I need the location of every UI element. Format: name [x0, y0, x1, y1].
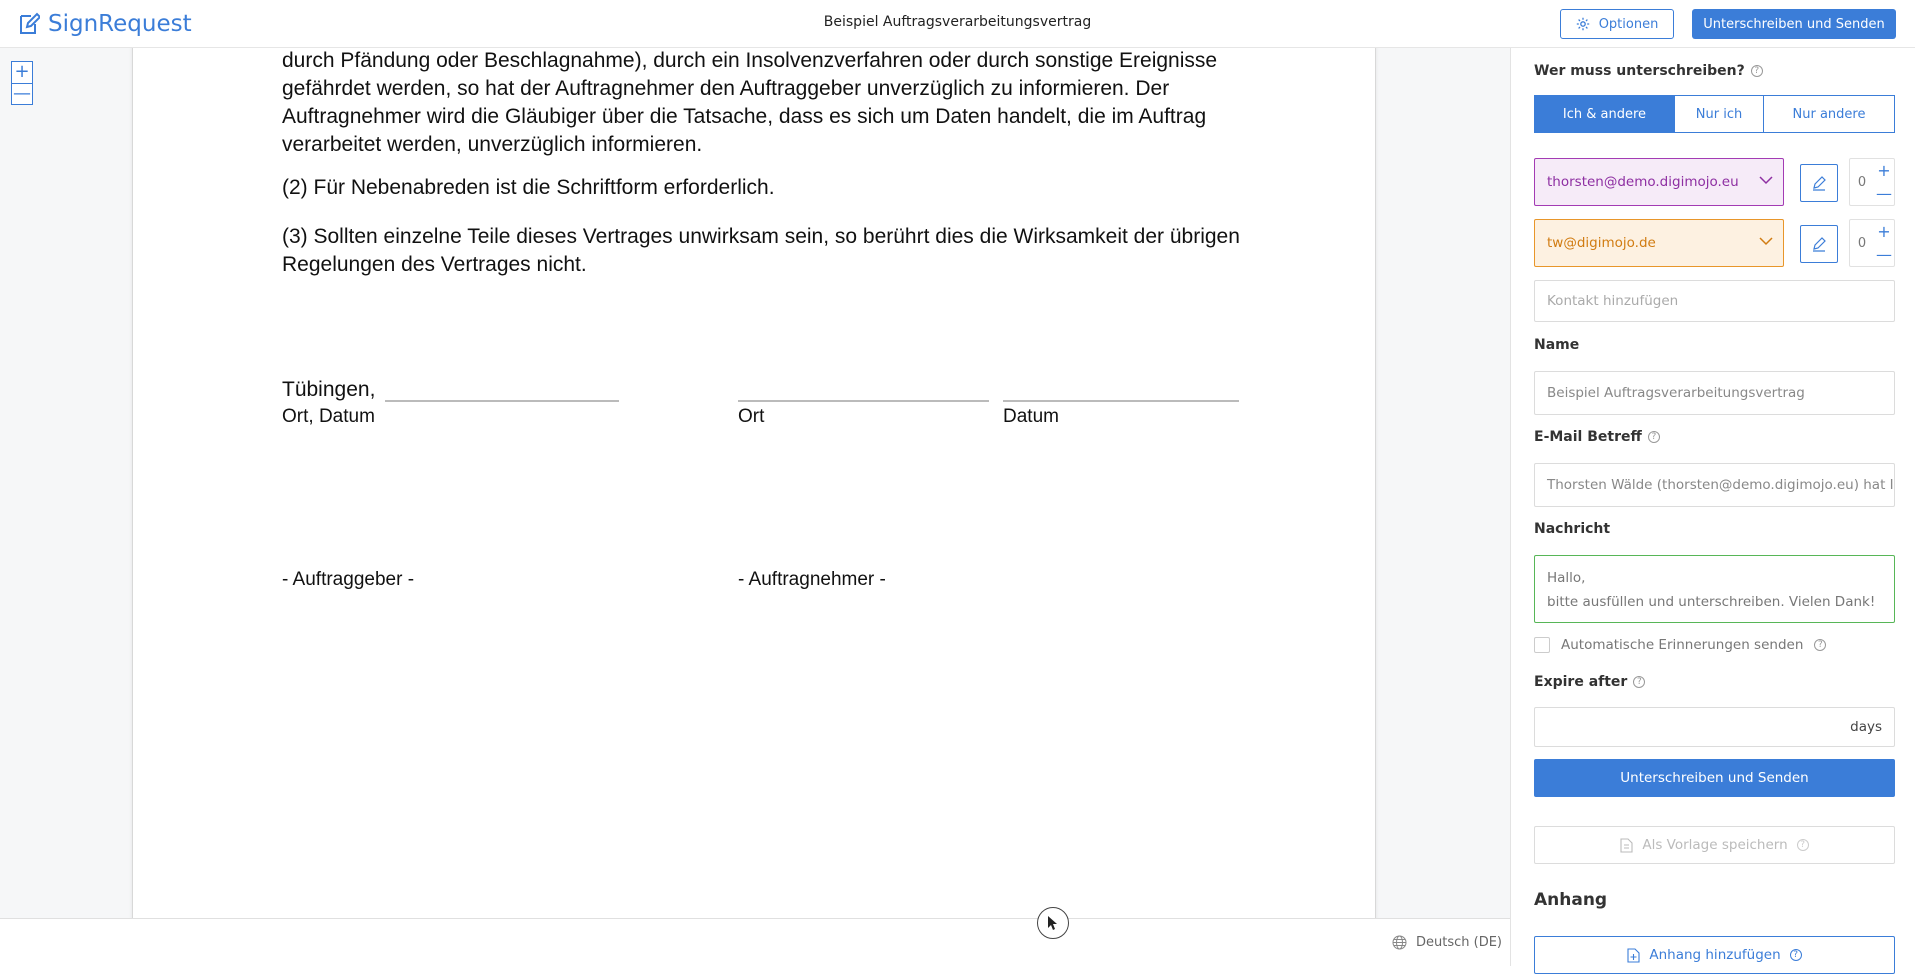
globe-icon	[1392, 935, 1407, 950]
email-subject-heading	[1534, 429, 1660, 445]
pen-icon	[1811, 175, 1827, 191]
options-button[interactable]	[1560, 9, 1674, 39]
zoom-in-button[interactable]: +	[12, 62, 32, 83]
name-input[interactable]: Beispiel Auftragsverarbeitungsvertrag	[1534, 371, 1895, 415]
top-header	[0, 0, 1915, 48]
signrequest-logo[interactable]	[18, 10, 192, 38]
who-signs-label: Wer muss unterschreiben?	[1534, 63, 1745, 79]
signing-sidebar	[1510, 48, 1915, 966]
add-contact-input[interactable]: Kontakt hinzufügen	[1534, 280, 1895, 322]
signature-line-place-date	[385, 400, 619, 402]
add-attachment-label: Anhang hinzufügen	[1649, 947, 1781, 963]
gear-icon	[1576, 17, 1590, 31]
help-icon[interactable]: ?	[1648, 431, 1660, 443]
party-auftragnehmer: - Auftragnehmer -	[738, 569, 886, 590]
file-add-icon	[1627, 948, 1640, 963]
help-icon[interactable]: ?	[1633, 676, 1645, 688]
document-icon	[1620, 838, 1633, 853]
place-prefix: Tübingen,	[282, 378, 376, 401]
help-icon[interactable]: ?	[1751, 65, 1763, 77]
document-viewer[interactable]	[0, 48, 1510, 918]
segment-me-and-others[interactable]: Ich & andere	[1534, 95, 1675, 133]
paragraph-1: durch Pfändung oder Beschlagnahme), durch ein Insolvenzverfahren oder durch sonstige Ereignisse gefährdet werden, so hat der Auftragnehmer den Auftraggeber unverzüglich zu informieren. Der Auftragnehmer wird die Gläubiger über die Tatsache, dass es sich um Daten handelt, die im Auftrag verarbeitet werden, unverzüglich informieren.	[282, 49, 1218, 156]
message-line-1: Hallo,	[1547, 570, 1586, 586]
signer-email-2: tw@digimojo.de	[1547, 235, 1656, 251]
party-auftraggeber: - Auftraggeber -	[282, 569, 415, 590]
message-textarea[interactable]	[1534, 555, 1895, 623]
chevron-down-icon	[1759, 236, 1773, 246]
signer-2-edit-button[interactable]	[1800, 225, 1838, 263]
who-signs-heading	[1534, 63, 1763, 79]
segment-only-others[interactable]: Nur andere	[1764, 95, 1895, 133]
sign-and-send-button[interactable]: Unterschreiben und Senden	[1692, 9, 1896, 39]
signer-email-1: thorsten@demo.digimojo.eu	[1547, 174, 1739, 190]
add-attachment-button[interactable]	[1534, 936, 1895, 974]
help-icon[interactable]: ?	[1814, 639, 1826, 651]
zoom-out-button[interactable]: —	[13, 82, 31, 104]
signer-2-counter	[1849, 219, 1895, 267]
document-title: Beispiel Auftragsverarbeitungsvertrag	[823, 14, 1092, 30]
reminders-checkbox[interactable]	[1534, 637, 1550, 653]
mouse-cursor-icon	[1037, 907, 1069, 939]
signature-line-date	[1003, 400, 1239, 402]
label-ort-datum: Ort, Datum	[282, 406, 375, 427]
segment-only-me[interactable]: Nur ich	[1675, 95, 1764, 133]
signer-select-2[interactable]	[1534, 219, 1784, 267]
help-icon[interactable]: ?	[1790, 949, 1802, 961]
bottom-bar	[0, 918, 1510, 966]
message-line-2: bitte ausfüllen und unterschreiben. Vielen Dank!	[1547, 594, 1876, 610]
language-label: Deutsch (DE)	[1416, 935, 1503, 950]
email-subject-label: E-Mail Betreff	[1534, 429, 1642, 445]
document-page	[132, 48, 1376, 918]
signer-select-1[interactable]	[1534, 158, 1784, 206]
label-ort: Ort	[738, 406, 765, 427]
signer-2-increment-button[interactable]: +	[1874, 220, 1894, 243]
logo-text: SignRequest	[48, 11, 192, 37]
signer-1-decrement-button[interactable]: —	[1874, 182, 1894, 205]
label-datum: Datum	[1003, 406, 1059, 427]
options-label: Optionen	[1598, 16, 1659, 32]
zoom-controls	[11, 61, 33, 105]
sidebar-sign-and-send-button[interactable]: Unterschreiben und Senden	[1534, 759, 1895, 797]
email-subject-input[interactable]: Thorsten Wälde (thorsten@demo.digimojo.eu) hat I	[1534, 463, 1895, 507]
expire-after-label: Expire after	[1534, 674, 1628, 690]
signer-2-count: 0	[1857, 235, 1867, 251]
signer-mode-toggle	[1534, 95, 1895, 133]
signature-line-place	[738, 400, 989, 402]
reminders-row	[1534, 637, 1826, 653]
message-label: Nachricht	[1534, 521, 1611, 537]
save-as-template-button[interactable]	[1534, 826, 1895, 864]
signer-1-counter	[1849, 158, 1895, 206]
pen-icon	[1811, 236, 1827, 252]
days-unit-label: days	[1850, 719, 1882, 735]
signer-1-increment-button[interactable]: +	[1874, 159, 1894, 182]
signer-1-edit-button[interactable]	[1800, 164, 1838, 202]
signer-1-count: 0	[1857, 174, 1867, 190]
paragraph-2: (2) Für Nebenabreden ist die Schriftform erforderlich.	[282, 176, 775, 199]
chevron-down-icon	[1759, 175, 1773, 185]
reminders-label: Automatische Erinnerungen senden	[1561, 637, 1804, 653]
save-as-template-label: Als Vorlage speichern	[1642, 837, 1788, 853]
expire-after-heading	[1534, 674, 1645, 690]
expire-days-input[interactable]	[1534, 707, 1895, 747]
paragraph-3: (3) Sollten einzelne Teile dieses Vertrages unwirksam sein, so berührt dies die Wirksamkeit der übrigen Regelungen des Vertrages nicht.	[282, 225, 1240, 276]
signer-2-decrement-button[interactable]: —	[1874, 243, 1894, 266]
logo-edit-icon	[18, 12, 40, 36]
name-label: Name	[1534, 337, 1580, 353]
help-icon: ?	[1797, 839, 1809, 851]
language-selector[interactable]	[1392, 935, 1502, 950]
attachment-heading: Anhang	[1534, 890, 1608, 910]
